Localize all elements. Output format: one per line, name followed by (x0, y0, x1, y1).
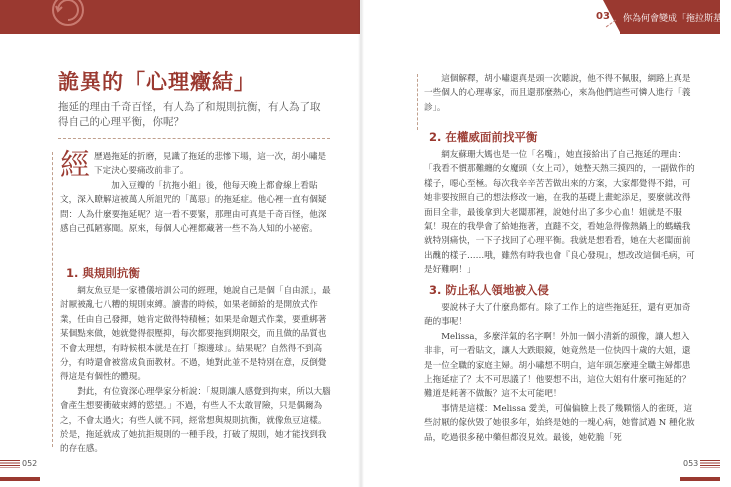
page-number-marker-right (700, 460, 720, 468)
header-band-white-tab (360, 0, 620, 34)
page-number-left: 052 (22, 459, 38, 468)
right-body-section2 (424, 148, 696, 278)
page-subtitle: 拖延的理由千奇百怪，有人為了和規則抗衡，有人為了取得自己的心理平衡，你呢？ (58, 101, 321, 128)
left-body-section1 (60, 284, 334, 457)
section-paragraph: 網友魚豆是一家禮儀培訓公司的經理，她說自己是個「自由派」，最討厭被亂七八糟的規則束縛。讀書的時候，如果老師給的是開放式作業，任由自己發揮，她肯定做得特積極；如果是命題式作業，要重綁著某個點來做，她就覺得很壓抑，每次都要拖到期限交，而且做的品質也不會太理想，有時候根本就是在打「擦邊球」。結果呢？自然得不到高分，有時還會被當成負面教材。不過，她對此並不是特別在意，反倒覺得這是有個性的體現。 (60, 286, 331, 383)
right-body-intro (424, 72, 696, 115)
section-paragraph: 事情是這樣：Melissa 愛美，可偏偏臉上長了幾顆惱人的雀斑，這些討厭的傢伙毀了她很多年，始終是她的一塊心病，她嘗試過 N 種化妝品，吃過很多秘中藥但都沒見效。最後，她乾脆「死 (424, 403, 695, 443)
margin-rule-right (417, 74, 418, 130)
margin-rule-left (52, 152, 53, 447)
left-body-intro (60, 150, 334, 236)
page-number-marker-left (0, 460, 20, 468)
page-number-right: 053 (683, 459, 699, 468)
divider (58, 138, 330, 139)
section-paragraph: Melissa，多麼洋氣的名字啊！外加一個小清新的頭像，讓人想入非非，可一看貼文，讓人大跌眼鏡，她竟然是一位快四十歲的大姐，還是一位全職的家庭主婦。胡小嘯想不明白，這年頭怎麼連全職主婦都患上拖延症了？太不可思議了！他要想不出，這位大姐有什麼可拖延的？難道是耗著不做飯？這不太可能吧！ (424, 331, 691, 400)
section-heading: 1. 與規則抗衡 (66, 266, 140, 280)
chapter-title: 你為何會變成「拖拉斯基」 (623, 14, 731, 24)
intro-paragraph: 這個解釋，胡小嘯還真是頭一次聽說，他不得不佩服，網路上真是一些個人的心理專家，而且還那麼熱心，來為他們這些可憐人進行「義診」。 (424, 74, 691, 113)
section-paragraph: 網友蘇珊大媽也是一位「名嘴」，她直接給出了自己拖延的理由：「我看不慣那難纏的女魔頭（女上司），她整天熱三摸四的，一副做作的樣子，噁心至極。每次我辛辛苦苦做出來的方案，大家都覺得不錯，可她非要按照自己的想法修改一遍，在我的基礎上畫蛇添足，要麼就改得面目全非，最後拿到大老闆那裡，說她付出了多少心血！姐就是不服氣！現在的我學會了給她拖著，直躂不交，看她急得像熱鍋上的螞蟻我就特別痛快，一下子找回了心理平衡。我就是想看看，她在大老闆面前出醜的樣子……哦，雖然有時我也會『良心發現』，想改改這個毛病，可是好難啊！」 (424, 150, 695, 276)
section-paragraph: 對此，有位資深心理學家分析說：「規則讓人感覺到拘束，所以大腦會產生想要衝破束縛的慾望。」不過，有些人不太敢冒險，只是偶爾為之，不會太過火；有些人就不同，經常想與規則抗衡，就像魚豆這樣。於是，拖延就成了她抗拒規則的一種手段，打破了規則，她才能找到我的存在感。 (60, 386, 331, 455)
swirl-icon (48, 0, 88, 30)
right-body-section3 (424, 301, 696, 445)
dropcap: 經 (60, 148, 90, 183)
header-band (0, 0, 731, 34)
section-heading: 2. 在權威面前找平衡 (429, 130, 538, 144)
section-paragraph: 要說林子大了什麼鳥都有。除了工作上的這些拖延狂，還有更加奇葩的事呢！ (424, 303, 691, 328)
intro-paragraph: 經歷過拖延的折磨，見識了拖延的悲慘下場，這一次，胡小嘯是下定決心要痛改前非了。 (60, 148, 327, 183)
intro-paragraph: 加入豆瓣的「抗拖小組」後，他每天晚上都會線上看貼文，深入瞭解這被萬人所詛咒的「萬惡」的拖延症。他心裡一直有個疑問：人為什麼要拖延呢？這一看不要緊，那理由可真是千奇百怪，他深感自己孤陋寡聞。原來，每個人心裡都藏著一些不為人知的小祕密。 (60, 180, 327, 235)
footer-rule-right (680, 477, 720, 481)
chapter-number: 03 (596, 11, 610, 22)
page-title: 詭異的「心理癥結」 (58, 70, 256, 94)
footer-rule-left (0, 477, 40, 481)
section-heading: 3. 防止私人領地被入侵 (429, 283, 549, 297)
